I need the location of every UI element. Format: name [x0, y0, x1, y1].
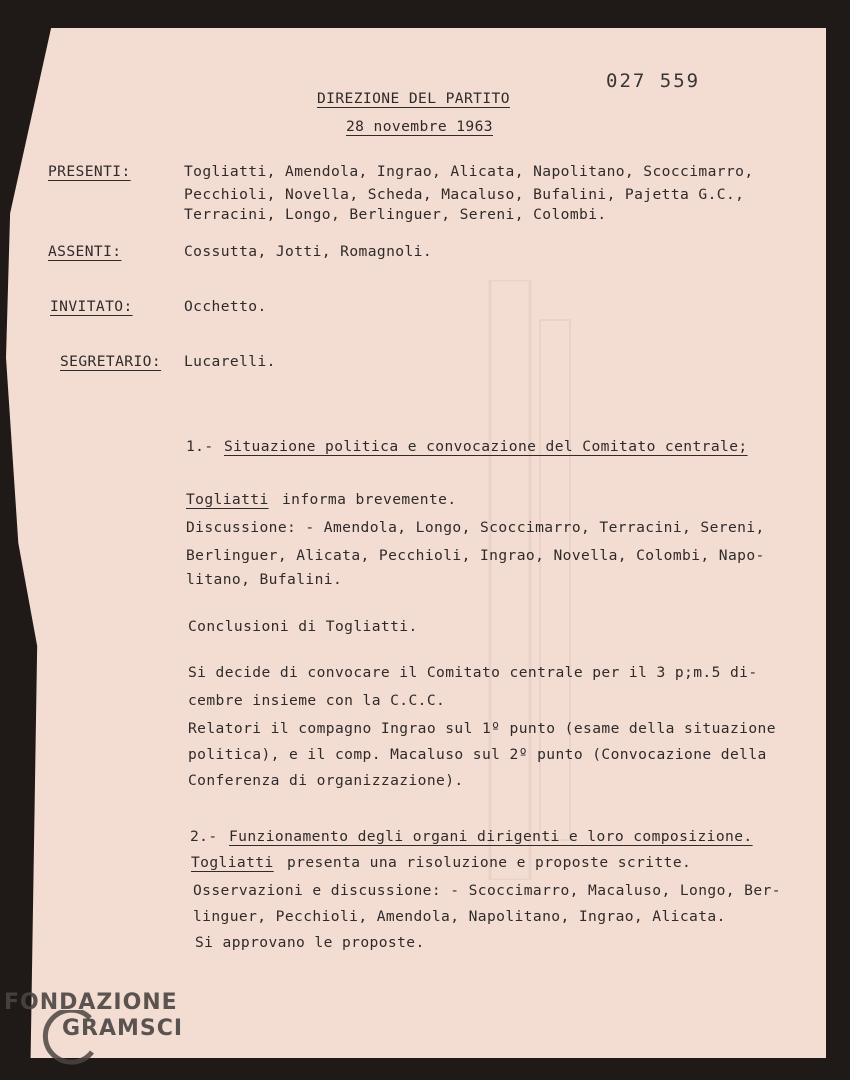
- presenti-line: Pecchioli, Novella, Scheda, Macaluso, Bufalini, Pajetta G.C.,: [184, 186, 745, 203]
- presenti-line: Terracini, Longo, Berlinguer, Sereni, Colombi.: [184, 206, 607, 223]
- item2-info: presenta una risoluzione e proposte scritte.: [287, 854, 692, 871]
- item2-number: 2.-: [190, 828, 218, 845]
- presenti-line: Togliatti, Amendola, Ingrao, Alicata, Napolitano, Scoccimarro,: [184, 163, 754, 180]
- fondazione-gramsci-logo: [4, 988, 214, 1068]
- assenti-list: Cossutta, Jotti, Romagnoli.: [184, 243, 433, 260]
- watermark: [470, 280, 590, 880]
- invitato-label: INVITATO:: [50, 298, 133, 315]
- item1-decision-line: cembre insieme con la C.C.C.: [188, 692, 446, 709]
- item1-conclusions: Conclusioni di Togliatti.: [188, 618, 418, 635]
- segretario-label: SEGRETARIO:: [60, 353, 162, 370]
- item1-decision-line: Relatori il compagno Ingrao sul 1º punto (esame della situazione: [188, 720, 776, 737]
- document-date: 28 novembre 1963: [346, 118, 493, 135]
- item1-discussion-line: Discussione: - Amendola, Longo, Scoccimarro, Terracini, Sereni,: [186, 519, 765, 536]
- item1-speaker: Togliatti: [186, 491, 269, 508]
- presenti-label: PRESENTI:: [48, 163, 131, 180]
- item1-title: Situazione politica e convocazione del Comitato centrale;: [224, 438, 748, 455]
- document-title: DIREZIONE DEL PARTITO: [317, 90, 510, 107]
- item1-decision-line: politica), e il comp. Macaluso sul 2º punto (Convocazione della: [188, 746, 767, 763]
- item1-decision-line: Si decide di convocare il Comitato centrale per il 3 p;m.5 di-: [188, 664, 758, 681]
- logo-line-2: GRAMSCI: [62, 1016, 184, 1041]
- segretario-name: Lucarelli.: [184, 353, 276, 370]
- item1-discussion-line: litano, Bufalini.: [186, 571, 343, 588]
- item1-number: 1.-: [186, 438, 214, 455]
- item1-info: informa brevemente.: [282, 491, 457, 508]
- item2-title: Funzionamento degli organi dirigenti e loro composizione.: [229, 828, 753, 845]
- logo-line-1: FONDAZIONE: [4, 990, 178, 1015]
- item2-discussion-line: Osservazioni e discussione: - Scoccimarro, Macaluso, Longo, Ber-: [193, 882, 781, 899]
- document-page: [6, 28, 826, 1058]
- item2-discussion-line: linguer, Pecchioli, Amendola, Napolitano, Ingrao, Alicata.: [193, 908, 726, 925]
- item2-speaker: Togliatti: [191, 854, 274, 871]
- item2-approval: Si approvano le proposte.: [195, 934, 425, 951]
- item1-discussion-line: Berlinguer, Alicata, Pecchioli, Ingrao, Novella, Colombi, Napo-: [186, 547, 765, 564]
- archive-number-stamp: 027 559: [606, 70, 701, 92]
- logo-emblem-icon: [32, 1010, 96, 1066]
- assenti-label: ASSENTI:: [48, 243, 122, 260]
- invitato-name: Occhetto.: [184, 298, 267, 315]
- item1-decision-line: Conferenza di organizzazione).: [188, 772, 464, 789]
